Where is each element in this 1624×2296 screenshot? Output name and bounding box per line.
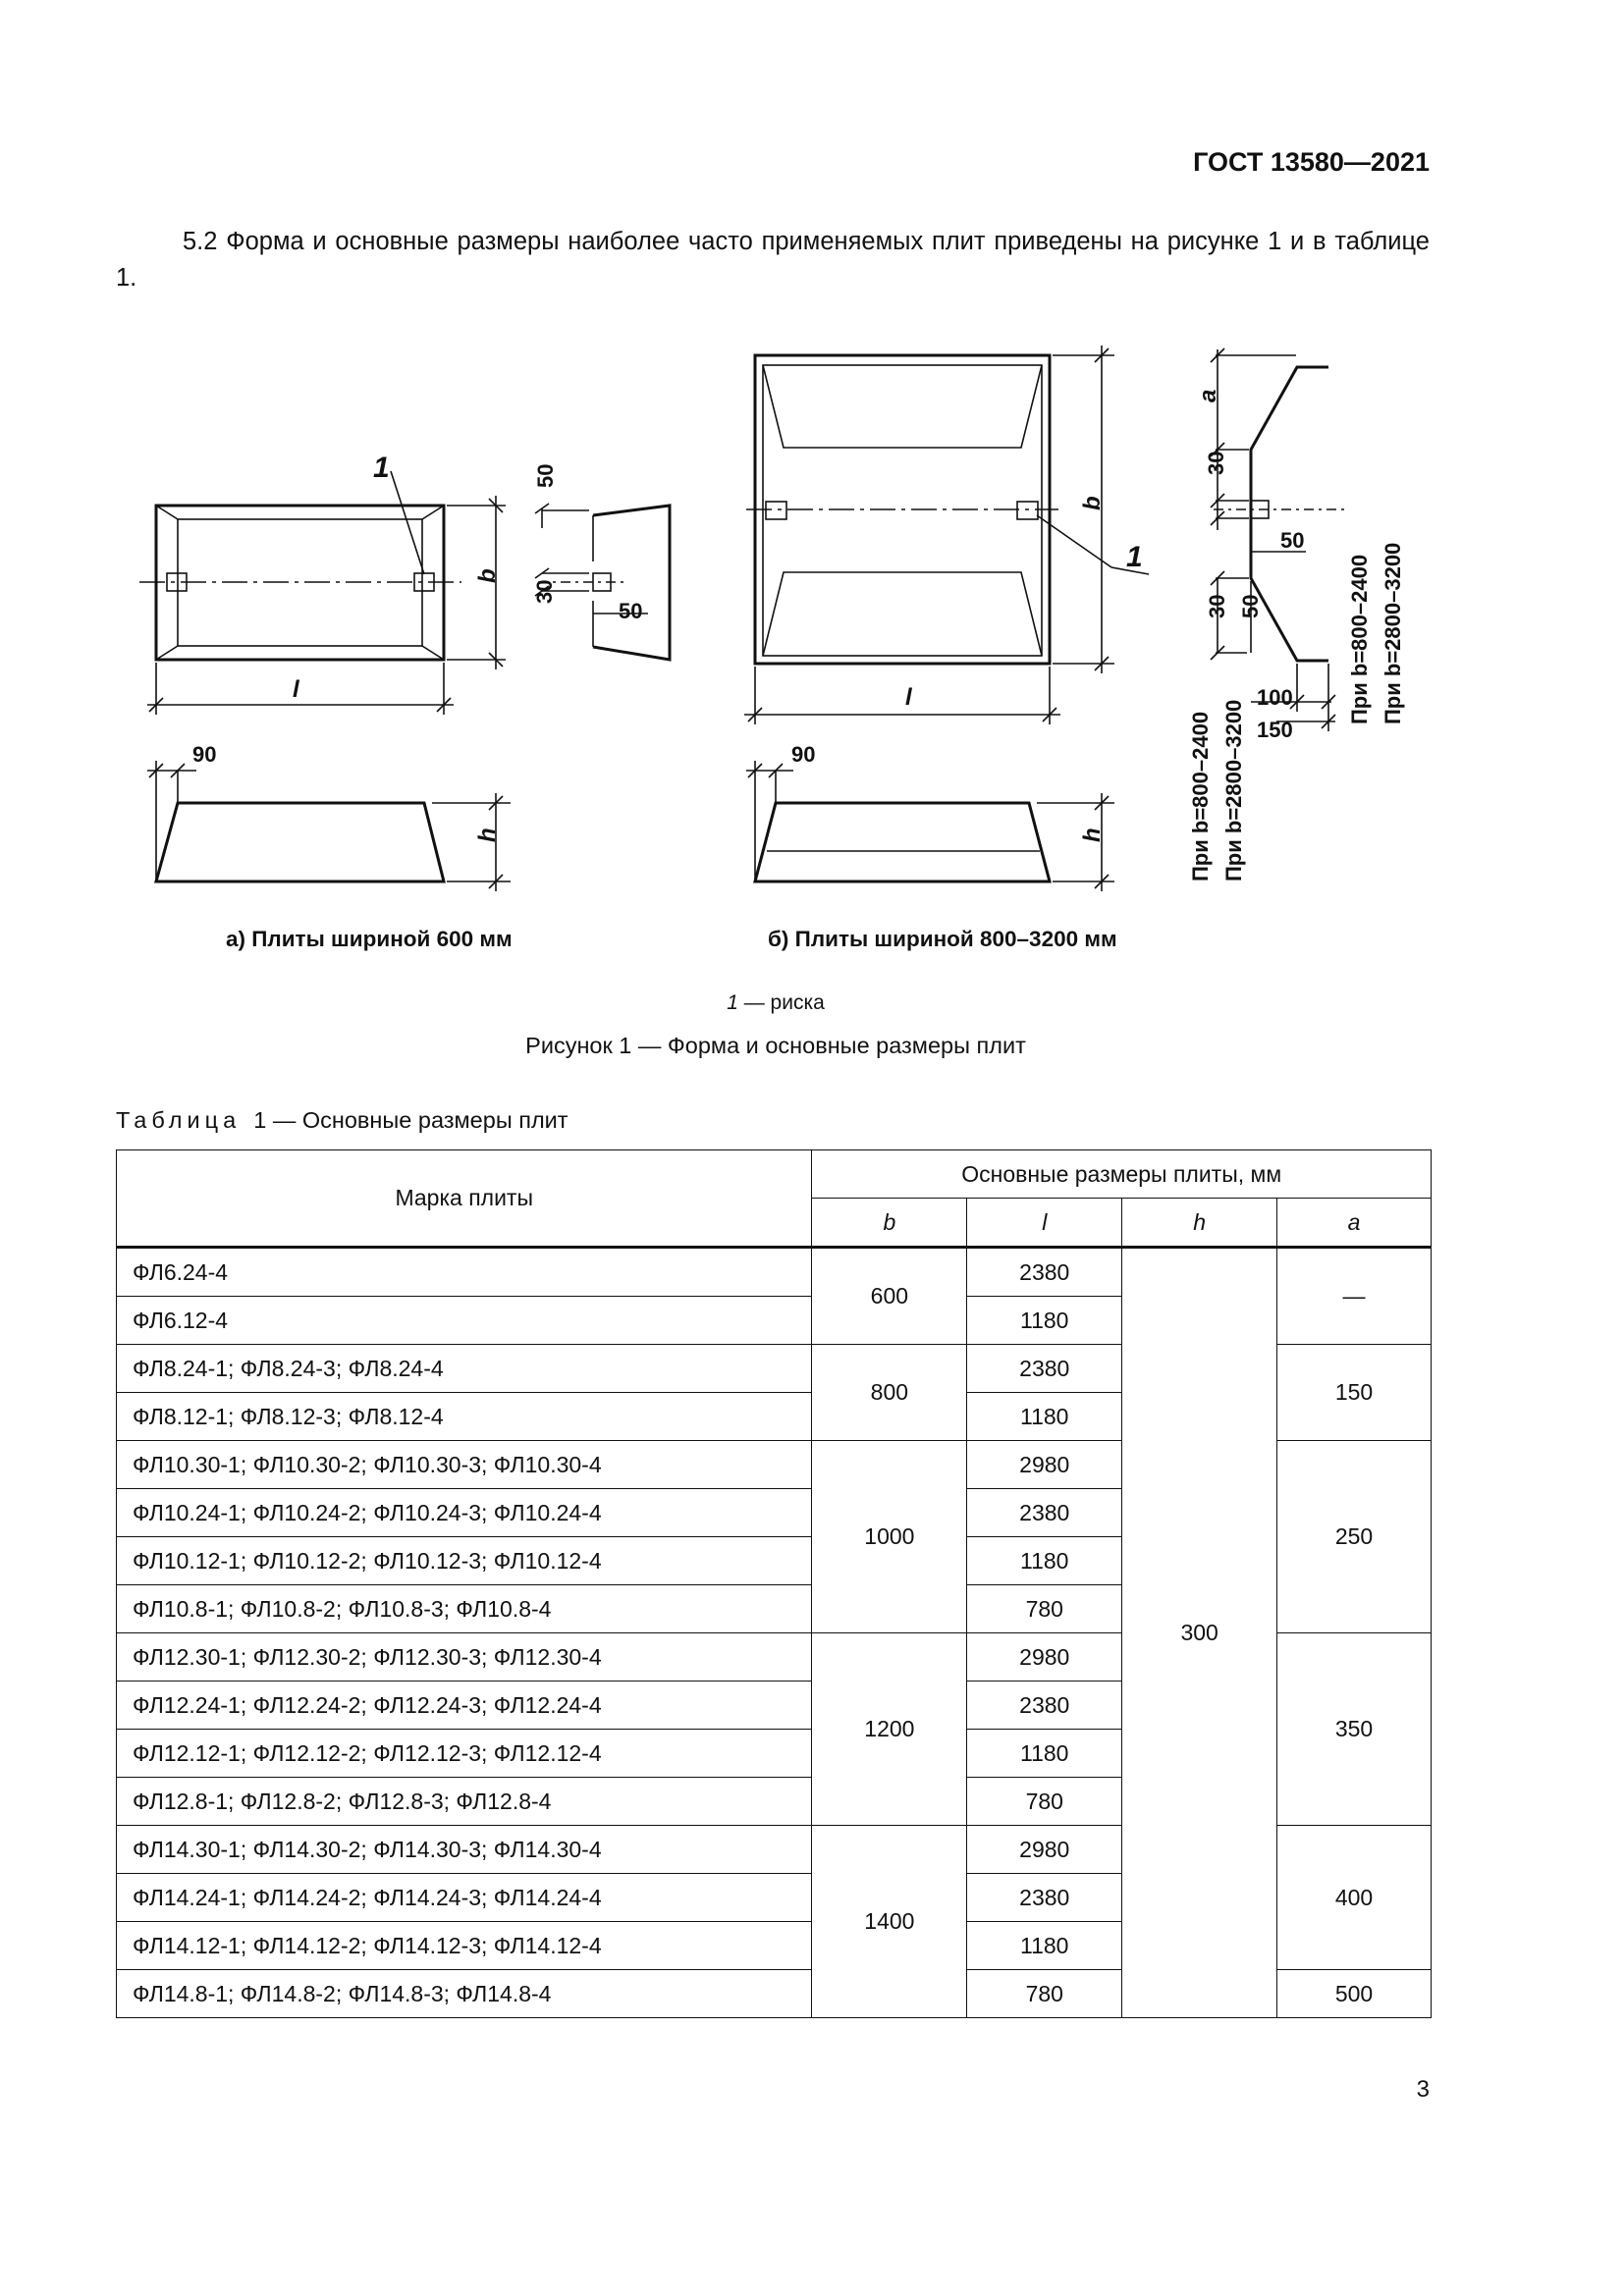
cell-a: 400 <box>1277 1826 1432 1970</box>
dim-50-b-bottom: 50 <box>1238 594 1263 618</box>
cell-mark: ФЛ6.12-4 <box>117 1297 812 1345</box>
cell-l: 2980 <box>967 1826 1122 1874</box>
dim-30-a: 30 <box>532 579 557 604</box>
cell-l: 2980 <box>967 1633 1122 1682</box>
note-b-range-2-bottom: При b=2800–3200 <box>1221 699 1246 881</box>
dim-l-b: l <box>905 684 912 711</box>
col-header-h: h <box>1122 1199 1277 1248</box>
col-header-b: b <box>812 1199 967 1248</box>
col-header-group: Основные размеры плиты, мм <box>812 1150 1432 1199</box>
cell-l: 780 <box>967 1970 1122 2018</box>
cell-mark: ФЛ14.8-1; ФЛ14.8-2; ФЛ14.8-3; ФЛ14.8-4 <box>117 1970 812 2018</box>
figure-1-drawing <box>0 0 1624 982</box>
cell-b: 600 <box>812 1248 967 1345</box>
cell-mark: ФЛ12.12-1; ФЛ12.12-2; ФЛ12.12-3; ФЛ12.12-4 <box>117 1730 812 1778</box>
cell-l: 2380 <box>967 1682 1122 1730</box>
document-header: ГОСТ 13580—2021 <box>1193 147 1430 177</box>
cell-mark: ФЛ12.8-1; ФЛ12.8-2; ФЛ12.8-3; ФЛ12.8-4 <box>117 1778 812 1826</box>
legend-number: 1 <box>727 991 738 1014</box>
cell-l: 2380 <box>967 1874 1122 1922</box>
table-title <box>116 1107 568 1134</box>
cell-mark: ФЛ12.24-1; ФЛ12.24-2; ФЛ12.24-3; ФЛ12.24-4 <box>117 1682 812 1730</box>
cell-l: 1180 <box>967 1922 1122 1970</box>
cell-mark: ФЛ8.24-1; ФЛ8.24-3; ФЛ8.24-4 <box>117 1345 812 1393</box>
cell-b: 1000 <box>812 1441 967 1633</box>
callout-1-a: 1 <box>373 452 390 484</box>
cell-l: 2980 <box>967 1441 1122 1489</box>
cell-l: 1180 <box>967 1537 1122 1585</box>
plate-600-plan-view <box>139 471 506 715</box>
cell-h: 300 <box>1122 1248 1277 2018</box>
dim-b-a: b <box>474 568 501 583</box>
cell-l: 780 <box>967 1585 1122 1633</box>
cell-l: 1180 <box>967 1730 1122 1778</box>
note-b-range-2-right: При b=2800–3200 <box>1380 542 1405 724</box>
legend-text: — риска <box>737 991 825 1014</box>
cell-b: 800 <box>812 1345 967 1441</box>
cell-mark: ФЛ14.30-1; ФЛ14.30-2; ФЛ14.30-3; ФЛ14.30-4 <box>117 1826 812 1874</box>
plate-600-elevation <box>147 761 511 891</box>
page-number: 3 <box>1416 2076 1430 2103</box>
intro-paragraph: 5.2 Форма и основные размеры наиболее часто применяемых плит приведены на рисунке 1 и в таблице 1. <box>116 228 1430 292</box>
plate-wide-plan-view <box>744 346 1149 724</box>
table-title-text: 1 — Основные размеры плит <box>253 1107 568 1133</box>
note-b-range-1-right: При b=800–2400 <box>1347 554 1372 724</box>
dim-50-b-top: 50 <box>1280 528 1305 553</box>
cell-l: 1180 <box>967 1297 1122 1345</box>
cell-l: 2380 <box>967 1248 1122 1297</box>
col-header-mark: Марка плиты <box>117 1150 812 1248</box>
dim-90-a: 90 <box>192 742 217 767</box>
cell-mark: ФЛ14.24-1; ФЛ14.24-2; ФЛ14.24-3; ФЛ14.24-4 <box>117 1874 812 1922</box>
col-header-a: a <box>1277 1199 1432 1248</box>
cell-b: 1400 <box>812 1826 967 2018</box>
cell-l: 780 <box>967 1778 1122 1826</box>
dim-l-a: l <box>293 676 299 703</box>
dim-30-b-bottom: 30 <box>1205 594 1229 618</box>
dim-150-b: 150 <box>1257 718 1293 742</box>
cell-l: 2380 <box>967 1345 1122 1393</box>
cell-mark: ФЛ12.30-1; ФЛ12.30-2; ФЛ12.30-3; ФЛ12.30-4 <box>117 1633 812 1682</box>
table-row <box>117 1248 1432 1297</box>
cell-mark: ФЛ14.12-1; ФЛ14.12-2; ФЛ14.12-3; ФЛ14.12-4 <box>117 1922 812 1970</box>
dim-b-b: b <box>1079 496 1106 510</box>
cell-a: 150 <box>1277 1345 1432 1441</box>
dim-50-a-side: 50 <box>619 599 643 623</box>
cell-mark: ФЛ6.24-4 <box>117 1248 812 1297</box>
cell-a: 500 <box>1277 1970 1432 2018</box>
col-header-l: l <box>967 1199 1122 1248</box>
cell-mark: ФЛ10.8-1; ФЛ10.8-2; ФЛ10.8-3; ФЛ10.8-4 <box>117 1585 812 1633</box>
dim-90-b: 90 <box>791 742 816 767</box>
plate-wide-side-section <box>1211 348 1347 731</box>
cell-a: 250 <box>1277 1441 1432 1633</box>
cell-a: 350 <box>1277 1633 1432 1826</box>
cell-mark: ФЛ8.12-1; ФЛ8.12-3; ФЛ8.12-4 <box>117 1393 812 1441</box>
dim-100-b: 100 <box>1257 685 1293 710</box>
cell-a: — <box>1277 1248 1432 1345</box>
cell-mark: ФЛ10.30-1; ФЛ10.30-2; ФЛ10.30-3; ФЛ10.30-4 <box>117 1441 812 1489</box>
cell-l: 2380 <box>967 1489 1122 1537</box>
dim-50-a-top: 50 <box>533 463 558 488</box>
callout-1-b: 1 <box>1126 541 1143 573</box>
figure-legend <box>0 991 1551 1015</box>
cell-mark: ФЛ10.12-1; ФЛ10.12-2; ФЛ10.12-3; ФЛ10.12-4 <box>117 1537 812 1585</box>
dim-h-a: h <box>474 828 501 842</box>
dim-30-b-top: 30 <box>1204 451 1228 475</box>
figure-title: Рисунок 1 — Форма и основные размеры плит <box>525 1033 1026 1058</box>
plate-wide-elevation <box>746 761 1114 891</box>
caption-part-a: а) Плиты шириной 600 мм <box>226 927 513 951</box>
dim-a-b: a <box>1195 389 1221 402</box>
cell-mark: ФЛ10.24-1; ФЛ10.24-2; ФЛ10.24-3; ФЛ10.24-4 <box>117 1489 812 1537</box>
cell-b: 1200 <box>812 1633 967 1826</box>
caption-part-b: б) Плиты шириной 800–3200 мм <box>768 927 1117 951</box>
note-b-range-1-bottom: При b=800–2400 <box>1188 711 1213 881</box>
plate-dimensions-table <box>116 1149 1432 2018</box>
table-label: Таблица <box>116 1107 242 1133</box>
dim-h-b: h <box>1079 828 1106 842</box>
cell-l: 1180 <box>967 1393 1122 1441</box>
